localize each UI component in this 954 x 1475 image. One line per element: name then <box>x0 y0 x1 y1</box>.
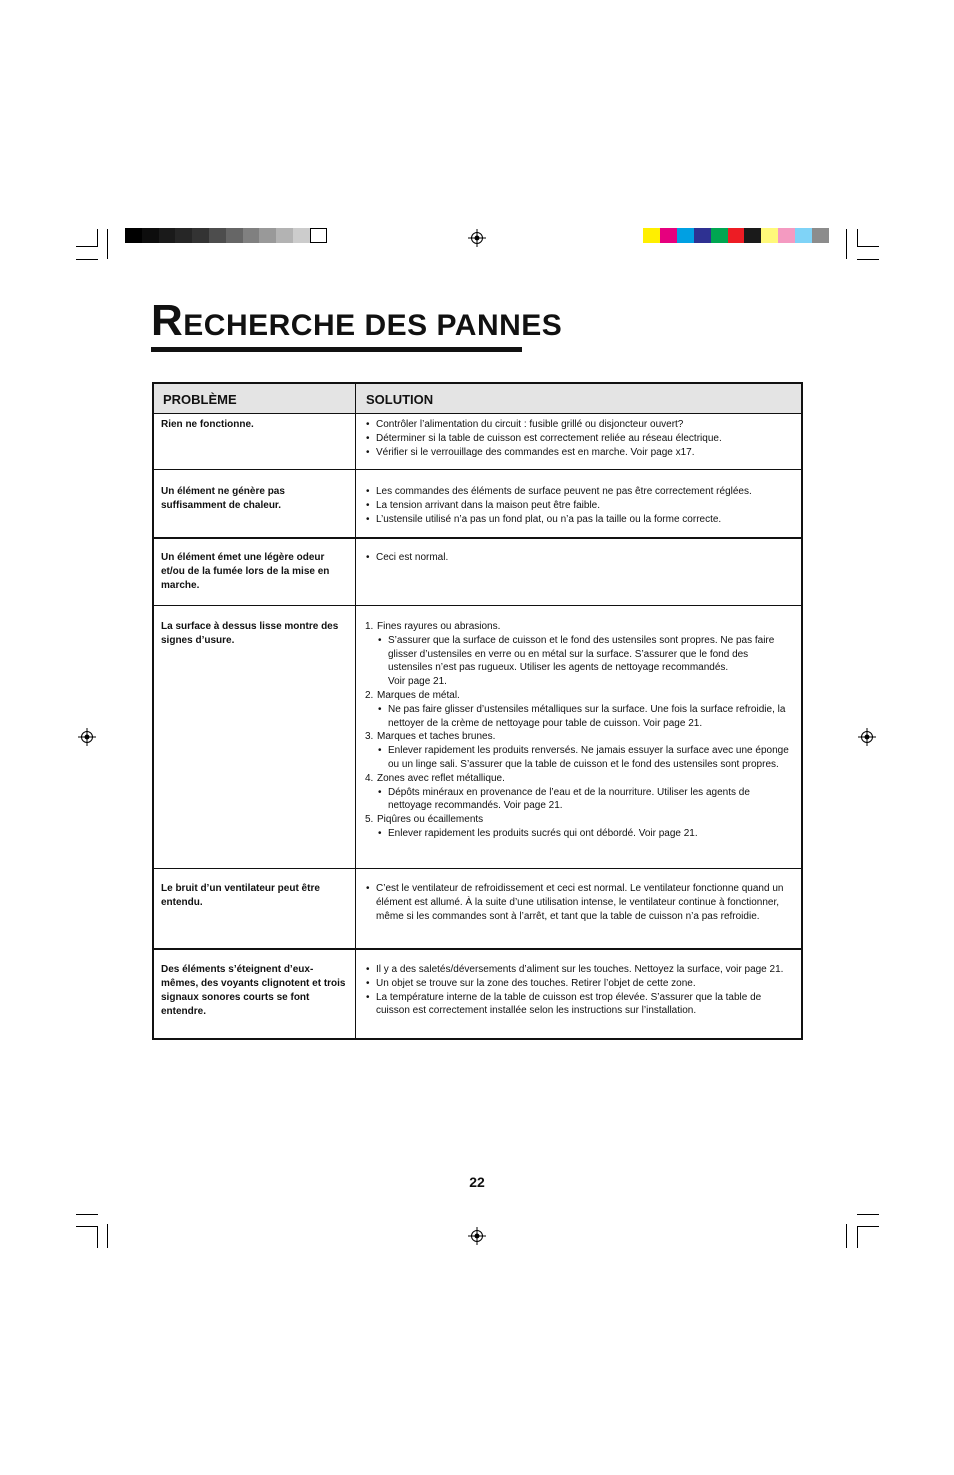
item-label: Marques et taches brunes. <box>377 731 496 743</box>
sub-item-extra: Voir page 21. <box>388 676 447 688</box>
item-label: Marques de métal. <box>377 689 460 701</box>
item-number: 2. <box>365 689 374 701</box>
grayscale-swatch <box>175 228 192 243</box>
crop-mark <box>857 1214 879 1215</box>
item-label: Piqûres ou écaillements <box>377 814 484 826</box>
list-item: • Déterminer si la table de cuisson est correctement reliée au réseau électrique. <box>365 432 791 446</box>
problem-cell <box>154 869 356 948</box>
grayscale-swatch <box>142 228 159 243</box>
crop-mark <box>857 1226 858 1248</box>
sub-item-text: S’assurer que la surface de cuisson et le fond des ustensiles sont propres. Ne pas faire glisser d’ustensiles en verre ou en métal sur la surface. S’assurer que le fond des ustensiles n’est pas rugueux. Utiliser les agents de nettoyage recommandés. <box>388 634 775 674</box>
crop-mark <box>857 246 879 247</box>
sub-list-item: • Ne pas faire glisser d’ustensiles métalliques sur la surface. Une fois la surface refroidie, la nettoyer de la crème de nettoyage pour table de cuisson. Voir page 21. <box>365 703 791 731</box>
crop-mark <box>846 1224 847 1248</box>
color-swatch <box>812 228 829 243</box>
grayscale-swatch <box>226 228 243 243</box>
registration-mark-icon <box>468 1227 486 1245</box>
problem-text: La surface à dessus lisse montre des signes d’usure. <box>161 621 339 646</box>
color-swatch <box>778 228 795 243</box>
page-title <box>151 296 562 346</box>
grayscale-swatch <box>276 228 293 243</box>
color-swatch <box>660 228 677 243</box>
list-item: • Les commandes des éléments de surface peuvent ne pas être correctement réglées. <box>365 485 791 499</box>
sub-list-item: • Dépôts minéraux en provenance de l’eau et de la nourriture. Utiliser les agents de nettoyage recommandés. Voir page 21. <box>365 786 791 814</box>
crop-mark <box>857 259 879 260</box>
item-label: Zones avec reflet métallique. <box>377 772 505 784</box>
list-item: • Vérifier si le verrouillage des commandes est en marche. Voir page x17. <box>365 446 791 460</box>
color-swatch <box>728 228 745 243</box>
color-swatch <box>694 228 711 243</box>
solution-cell <box>356 869 801 948</box>
table-header <box>154 384 801 414</box>
grayscale-swatch <box>259 228 276 243</box>
sub-list-item <box>365 634 791 689</box>
crop-mark <box>107 1224 108 1248</box>
table-row <box>154 950 801 1038</box>
color-swatch <box>677 228 694 243</box>
registration-mark-icon <box>468 229 486 247</box>
solution-cell <box>356 606 801 868</box>
registration-mark-icon <box>858 728 876 746</box>
grayscale-swatch <box>310 228 327 243</box>
sub-list-item: • Enlever rapidement les produits renversés. Ne jamais essuyer la surface avec une éponge ou un linge sali. S’assurer que la table de cuisson et le fond des ustensiles sont propres. <box>365 744 791 772</box>
problem-text: Le bruit d’un ventilateur peut être entendu. <box>161 883 320 908</box>
list-item: • Un objet se trouve sur la zone des touches. Retirer l’objet de cette zone. <box>365 977 791 991</box>
problem-cell <box>154 606 356 868</box>
list-item: • C’est le ventilateur de refroidissement et ceci est normal. Le ventilateur fonctionne quand un élément est allumé. À la suite d’une utilisation intense, le ventilateur continue à fonctionner, même si les commandes sont à l’arrêt, et tant que la table de cuisson n’a pas refroidie. <box>365 882 791 923</box>
item-number: 1. <box>365 621 374 632</box>
table-row <box>154 869 801 950</box>
item-number: 3. <box>365 731 374 743</box>
title-initial: R <box>151 296 184 345</box>
table-row <box>154 414 801 470</box>
color-swatch <box>795 228 812 243</box>
table-row <box>154 606 801 869</box>
crop-mark <box>76 1214 98 1215</box>
problem-text: Des éléments s’éteignent d’eux-mêmes, des voyants clignotent et trois signaux sonores courts se font entendre. <box>161 964 346 1017</box>
list-item: • Il y a des saletés/déversements d’aliment sur les touches. Nettoyez la surface, voir page 21. <box>365 963 791 977</box>
item-number: 5. <box>365 814 374 826</box>
title-underline <box>151 347 522 352</box>
color-swatch <box>643 228 660 243</box>
list-item: • Ceci est normal. <box>365 551 791 565</box>
problem-text: Un élément ne génère pas suffisamment de chaleur. <box>161 486 285 511</box>
crop-mark <box>76 246 98 247</box>
solution-cell <box>356 539 801 605</box>
crop-mark <box>76 1226 98 1227</box>
item-label: Fines rayures ou abrasions. <box>377 621 501 632</box>
numbered-item <box>365 689 791 703</box>
crop-mark <box>76 259 98 260</box>
crop-mark <box>97 229 98 247</box>
crop-mark <box>857 1226 879 1227</box>
numbered-item <box>365 772 791 786</box>
problem-cell <box>154 950 356 1038</box>
solution-cell <box>356 414 801 469</box>
sub-list-item: • Enlever rapidement les produits sucrés qui ont débordé. Voir page 21. <box>365 827 791 841</box>
item-number: 4. <box>365 772 374 784</box>
problem-cell <box>154 470 356 537</box>
grayscale-swatch <box>243 228 260 243</box>
numbered-item <box>365 813 791 827</box>
grayscale-swatch <box>192 228 209 243</box>
list-item: • Contrôler l’alimentation du circuit : fusible grillé ou disjoncteur ouvert? <box>365 418 791 432</box>
numbered-item <box>365 730 791 744</box>
grayscale-swatch <box>209 228 226 243</box>
troubleshooting-table <box>152 382 803 1040</box>
color-swatch <box>744 228 761 243</box>
header-solution: SOLUTION <box>366 392 434 407</box>
numbered-item <box>365 620 791 634</box>
grayscale-swatch <box>125 228 142 243</box>
table-row <box>154 539 801 606</box>
color-swatch <box>761 228 778 243</box>
crop-mark <box>107 229 108 259</box>
problem-text: Un élément émet une légère odeur et/ou de la fumée lors de la mise en marche. <box>161 552 330 591</box>
header-problem: PROBLÈME <box>154 384 356 413</box>
list-item: • L’ustensile utilisé n’a pas un fond plat, ou n’a pas la taille ou la forme correcte. <box>365 513 791 527</box>
list-item: • La température interne de la table de cuisson est trop élevée. S’assurer que la table de cuisson est correctement installée selon les instructions sur l’installation. <box>365 991 791 1019</box>
problem-cell <box>154 414 356 469</box>
crop-mark <box>97 1226 98 1248</box>
crop-mark <box>857 229 858 247</box>
table-row <box>154 470 801 539</box>
crop-mark <box>846 229 847 259</box>
problem-text: Rien ne fonctionne. <box>161 419 254 430</box>
solution-cell <box>356 950 801 1038</box>
title-rest: ECHERCHE DES PANNES <box>183 309 563 342</box>
color-swatch <box>711 228 728 243</box>
solution-cell <box>356 470 801 537</box>
grayscale-swatch <box>293 228 310 243</box>
registration-mark-icon <box>78 728 96 746</box>
list-item: • La tension arrivant dans la maison peut être faible. <box>365 499 791 513</box>
page-number: 22 <box>469 1174 485 1190</box>
problem-cell <box>154 539 356 605</box>
grayscale-swatch <box>159 228 176 243</box>
